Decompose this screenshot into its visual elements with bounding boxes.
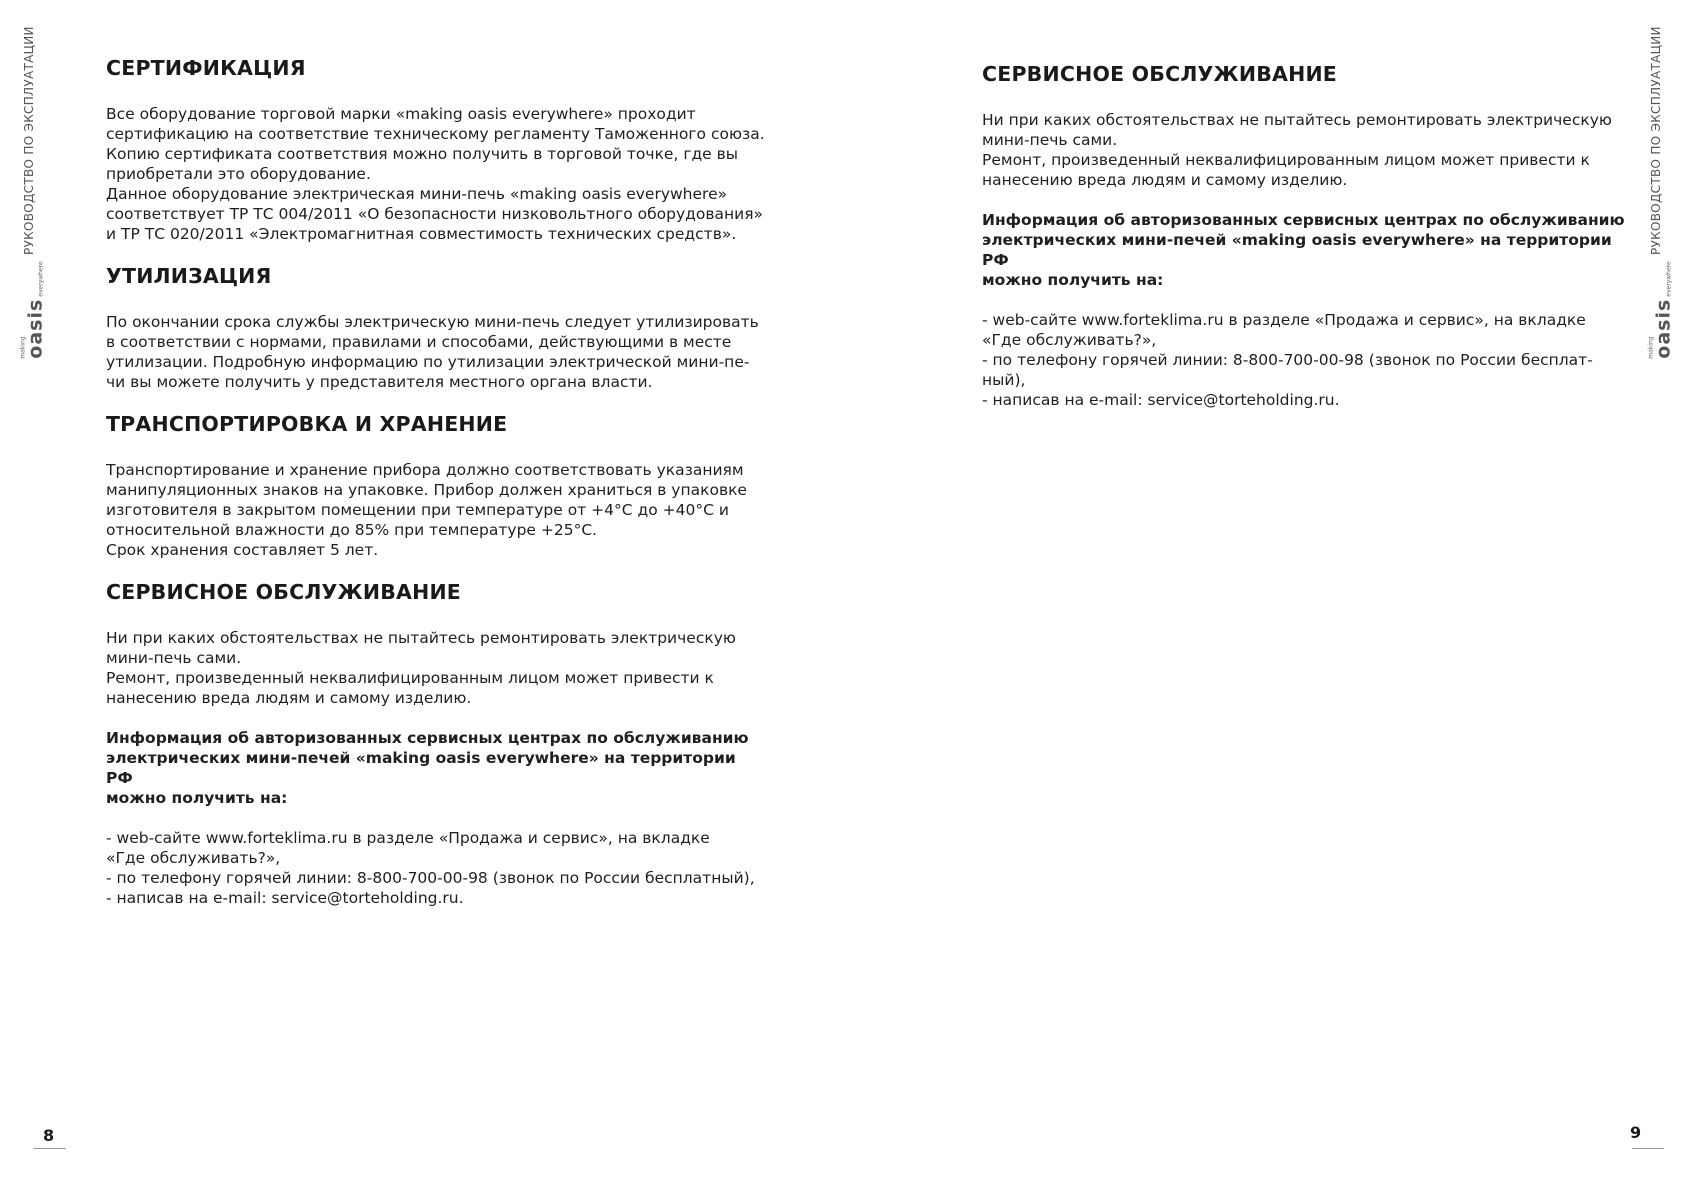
brand-logo-left	[10, 261, 54, 359]
logo-main-text: oasis	[24, 298, 47, 359]
contact-line: - написав на e-mail: service@torteholding.ru.	[982, 391, 1340, 409]
text-line: утилизации. Подробную информацию по утилизации электрической мини-пе-	[106, 353, 750, 371]
page-number-rule-right	[1632, 1148, 1664, 1149]
text-line: соответствует ТР ТС 004/2011 «О безопасности низковольтного оборудования»	[106, 205, 764, 223]
logo-main-text: oasis	[1652, 298, 1675, 359]
logo-bottom-text: everywhere	[1665, 261, 1673, 297]
service-info-bold: электрических мини-печей «making oasis everywhere» на территории РФ	[106, 749, 736, 787]
section-title: СЕРТИФИКАЦИЯ	[106, 56, 306, 80]
contact-line: «Где обслуживать?»,	[106, 849, 281, 867]
running-header-right: РУКОВОДСТВО ПО ЭКСПЛУАТАЦИИ	[1649, 26, 1663, 255]
service-info-bold: Информация об авторизованных сервисных центрах по обслуживанию	[106, 729, 749, 747]
contact-line: - по телефону горячей линии: 8-800-700-00-98 (звонок по России бесплат-	[982, 351, 1593, 369]
text-line: нанесению вреда людям и самому изделию.	[106, 689, 472, 707]
text-line: Данное оборудование электрическая мини-печь «making oasis everywhere»	[106, 185, 728, 203]
text-line: в соответствии с нормами, правилами и способами, действующими в месте	[106, 333, 732, 351]
section-title: СЕРВИСНОЕ ОБСЛУЖИВАНИЕ	[106, 580, 462, 604]
service-info-bold: электрических мини-печей «making oasis everywhere» на территории РФ	[982, 231, 1612, 269]
text-line: Срок хранения составляет 5 лет.	[106, 541, 379, 559]
section-title: ТРАНСПОРТИРОВКА И ХРАНЕНИЕ	[106, 412, 508, 436]
logo-bottom-text: everywhere	[37, 261, 45, 297]
text-line: Копию сертификата соответствия можно получить в торговой точке, где вы	[106, 145, 739, 163]
contact-line: - web-сайте www.forteklima.ru в разделе «Продажа и сервис», на вкладке	[106, 829, 710, 847]
section-title: СЕРВИСНОЕ ОБСЛУЖИВАНИЕ	[982, 62, 1338, 86]
logo-top-text: making	[19, 336, 27, 359]
text-line: приобретали это оборудование.	[106, 165, 371, 183]
text-line: мини-печь сами.	[982, 131, 1118, 149]
text-line: Транспортирование и хранение прибора должно соответствовать указаниям	[106, 461, 744, 479]
section-service	[106, 580, 766, 908]
text-line: Ремонт, произведенный неквалифицированным лицом может привести к	[106, 669, 714, 687]
text-line: относительной влажности до 85% при температуре +25°C.	[106, 521, 598, 539]
section-service-right	[982, 62, 1642, 410]
section-title: УТИЛИЗАЦИЯ	[106, 264, 272, 288]
text-line: нанесению вреда людям и самому изделию.	[982, 171, 1348, 189]
running-header-left: РУКОВОДСТВО ПО ЭКСПЛУАТАЦИИ	[22, 26, 36, 255]
service-info-bold: можно получить на:	[982, 271, 1164, 289]
section-disposal	[106, 264, 766, 392]
service-info-bold: Информация об авторизованных сервисных центрах по обслуживанию	[982, 211, 1625, 229]
text-line: и ТР ТС 020/2011 «Электромагнитная совместимость технических средств».	[106, 225, 737, 243]
section-transport-storage	[106, 412, 766, 560]
text-line: сертификацию на соответствие техническому регламенту Таможенного союза.	[106, 125, 765, 143]
section-certification	[106, 56, 766, 244]
text-line: манипуляционных знаков на упаковке. Прибор должен храниться в упаковке	[106, 481, 747, 499]
text-line: изготовителя в закрытом помещении при температуре от +4°C до +40°C и	[106, 501, 729, 519]
contact-line: ный),	[982, 371, 1026, 389]
text-line: Ни при каких обстоятельствах не пытайтесь ремонтировать электрическую	[106, 629, 736, 647]
text-line: Все оборудование торговой марки «making oasis everywhere» проходит	[106, 105, 696, 123]
text-line: чи вы можете получить у представителя местного органа власти.	[106, 373, 653, 391]
right-page-content	[982, 62, 1642, 430]
contact-line: «Где обслуживать?»,	[982, 331, 1157, 349]
page-number-right: 9	[1630, 1123, 1642, 1142]
left-page-content	[106, 56, 766, 928]
logo-top-text: making	[1647, 336, 1655, 359]
contact-line: - написав на e-mail: service@torteholding.ru.	[106, 889, 464, 907]
text-line: мини-печь сами.	[106, 649, 242, 667]
brand-logo-right	[1638, 261, 1682, 359]
text-line: По окончании срока службы электрическую мини-печь следует утилизировать	[106, 313, 759, 331]
contact-line: - web-сайте www.forteklima.ru в разделе «Продажа и сервис», на вкладке	[982, 311, 1586, 329]
text-line: Ни при каких обстоятельствах не пытайтесь ремонтировать электрическую	[982, 111, 1612, 129]
service-info-bold: можно получить на:	[106, 789, 288, 807]
page-number-rule-left	[34, 1148, 66, 1149]
page-number-left: 8	[43, 1126, 55, 1145]
contact-line: - по телефону горячей линии: 8-800-700-00-98 (звонок по России бесплатный),	[106, 869, 755, 887]
text-line: Ремонт, произведенный неквалифицированным лицом может привести к	[982, 151, 1590, 169]
